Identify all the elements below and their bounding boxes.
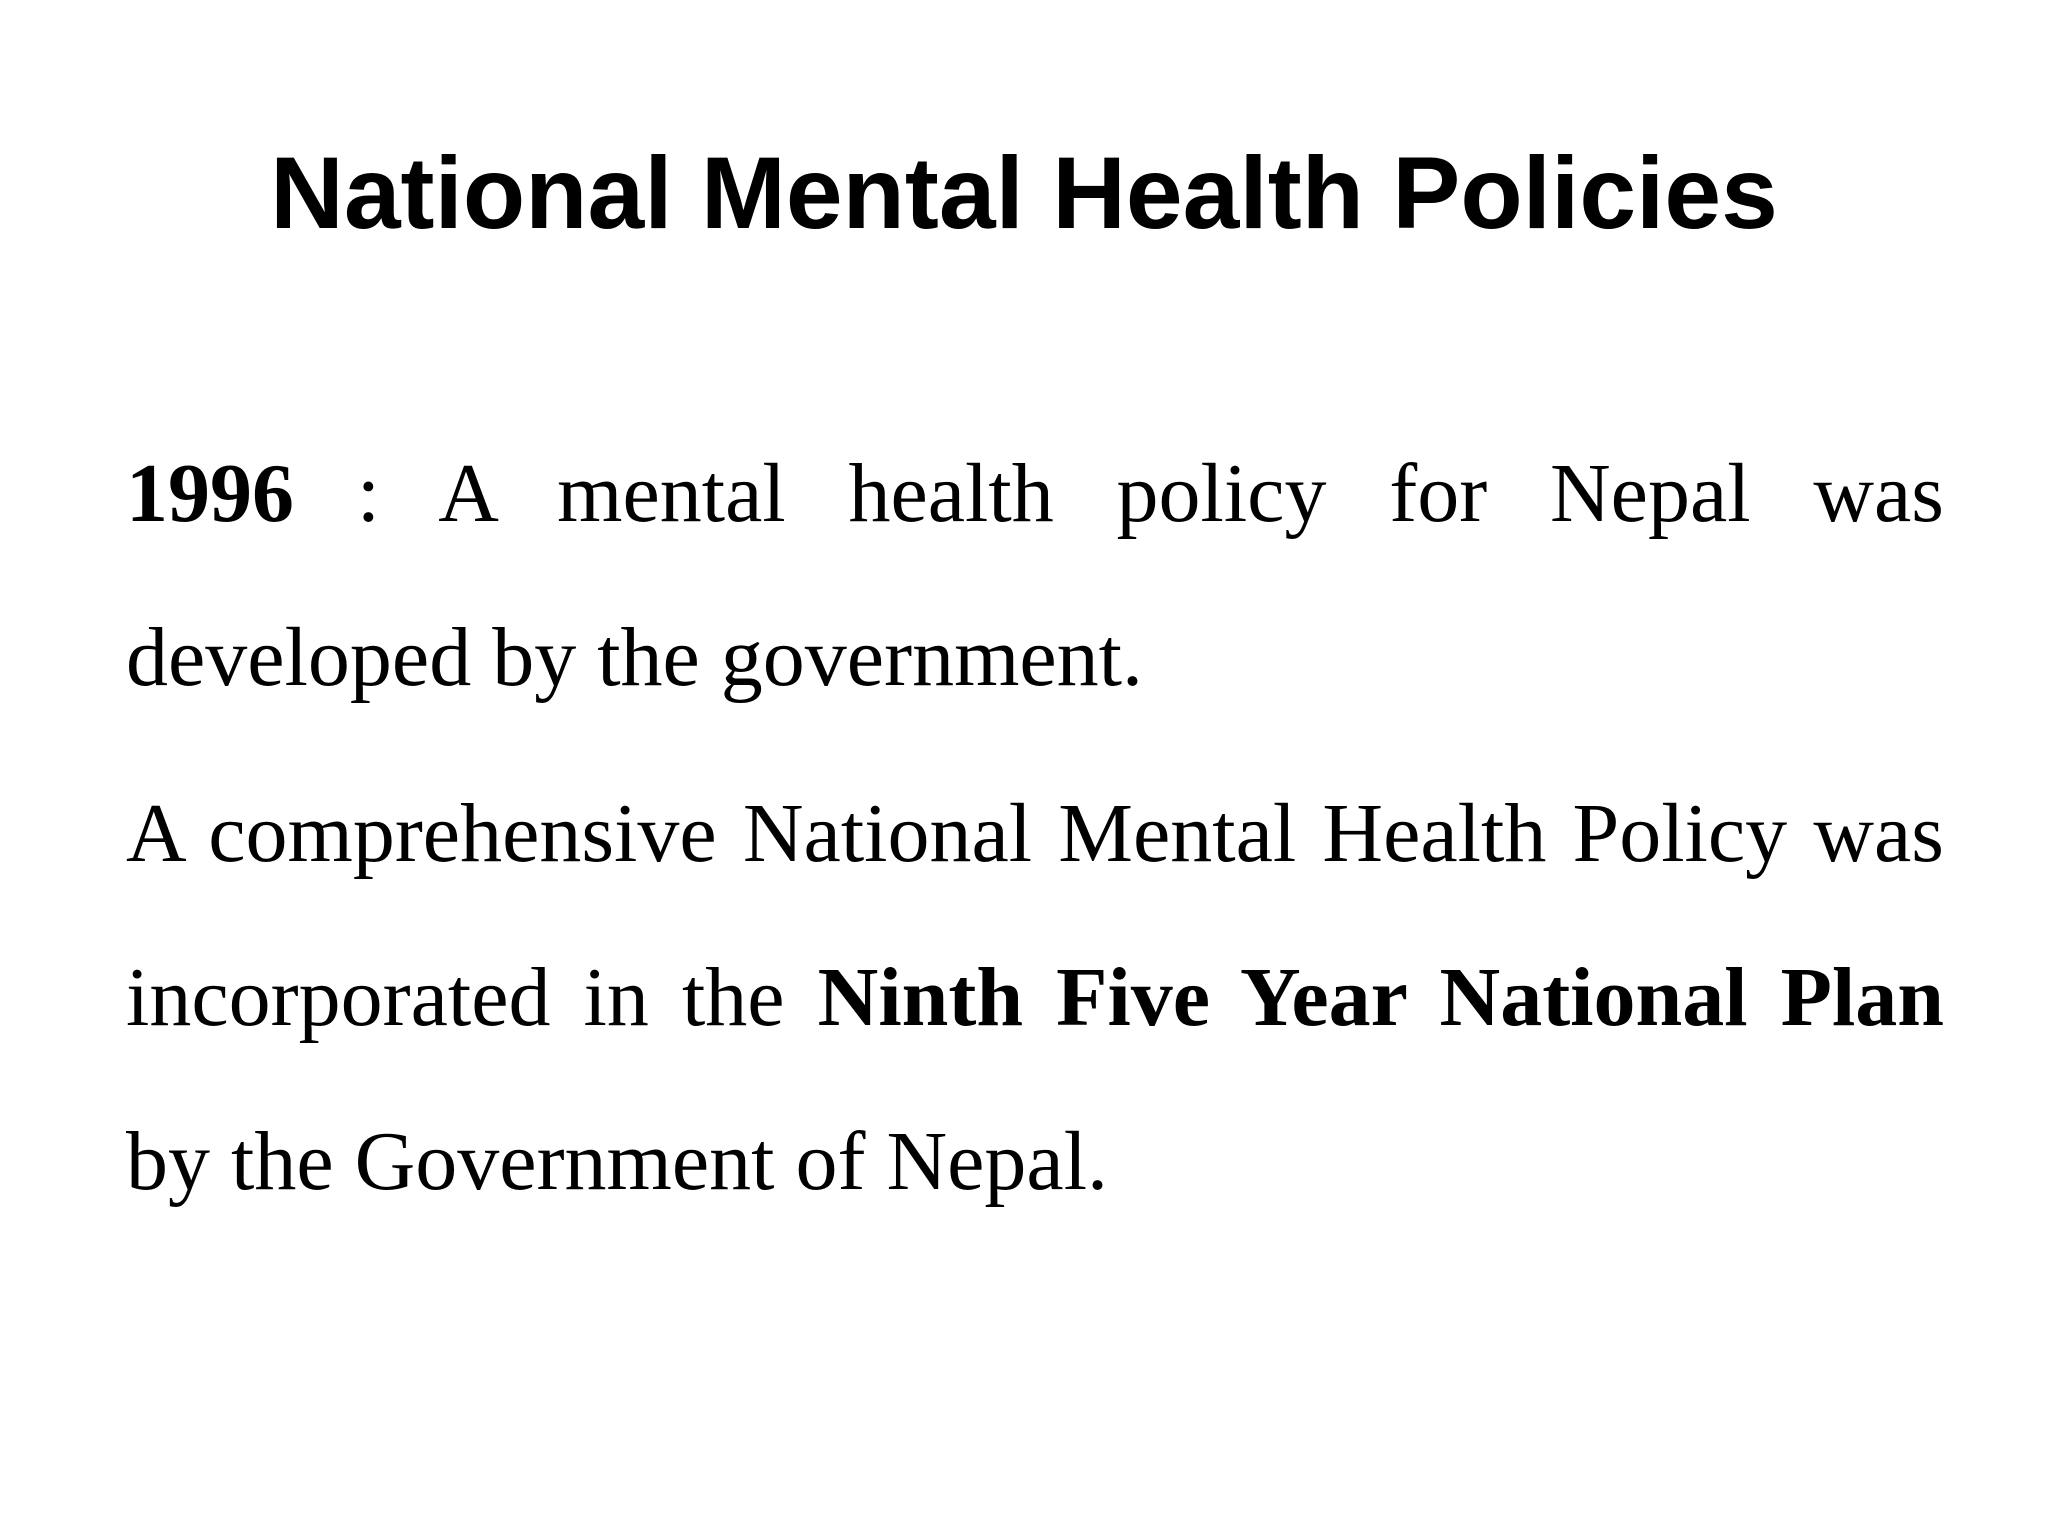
year-1996: 1996	[126, 447, 294, 540]
paragraph-1996-text: : A mental health policy for Nepal was developed by the government.	[126, 447, 1944, 704]
slide-title: National Mental Health Policies	[270, 136, 1778, 250]
ninth-five-year-plan: Ninth Five Year National Plan	[817, 951, 1944, 1044]
paragraph-national-plan-text-after: by the Government of Nepal.	[126, 1115, 1109, 1208]
slide-body	[126, 412, 1944, 1244]
paragraph-1996-policy	[126, 412, 1944, 740]
paragraph-national-plan-text-before: A comprehensive National Mental Health Policy was incorporated in the	[126, 787, 1944, 1044]
paragraph-national-plan	[126, 752, 1944, 1244]
